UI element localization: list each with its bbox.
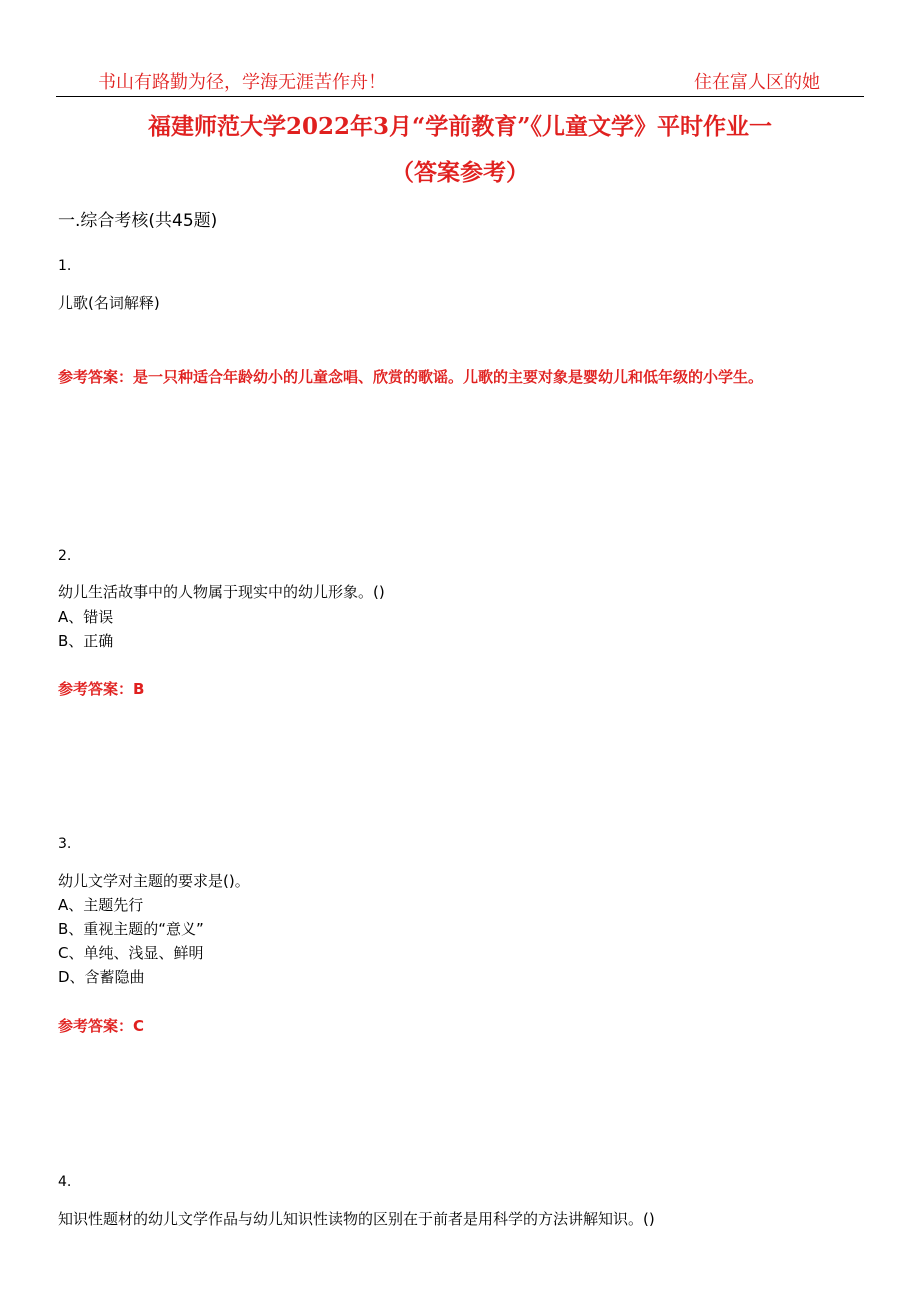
question-3-option-b: B、重视主题的“意义”	[58, 920, 204, 938]
question-4-number: 4.	[58, 1174, 72, 1190]
question-3-number: 3.	[58, 836, 72, 852]
question-3-option-a: A、主题先行	[58, 896, 144, 914]
question-3-text: 幼儿文学对主题的要求是()。	[58, 872, 250, 890]
question-2-option-b: B、正确	[58, 632, 114, 650]
document-subtitle: （答案参考）	[391, 159, 529, 186]
header-author: 住在富人区的她	[694, 72, 820, 93]
document-title: 福建师范大学2022年3月“学前教育”《儿童文学》平时作业一	[148, 113, 772, 140]
section-heading: 一.综合考核(共45题)	[58, 211, 218, 231]
question-1-answer: 参考答案：是一只种适合年龄幼小的儿童念唱、欣赏的歌谣。儿歌的主要对象是婴幼儿和低年级的小学生。	[58, 368, 764, 386]
question-4-text: 知识性题材的幼儿文学作品与幼儿知识性读物的区别在于前者是用科学的方法讲解知识。()	[58, 1210, 655, 1228]
question-3-option-c: C、单纯、浅显、鲜明	[58, 944, 204, 962]
question-1-text: 儿歌(名词解释)	[58, 294, 160, 312]
question-1-number: 1.	[58, 258, 72, 274]
question-2-number: 2.	[58, 548, 72, 564]
header-motto: 书山有路勤为径，学海无涯苦作舟！	[98, 72, 386, 93]
question-3-option-d: D、含蓄隐曲	[58, 968, 145, 986]
question-2-answer: 参考答案：B	[58, 680, 145, 698]
question-2-option-a: A、错误	[58, 608, 114, 626]
question-2-text: 幼儿生活故事中的人物属于现实中的幼儿形象。()	[58, 583, 385, 601]
question-3-answer: 参考答案：C	[58, 1017, 145, 1035]
page-header	[56, 62, 864, 97]
